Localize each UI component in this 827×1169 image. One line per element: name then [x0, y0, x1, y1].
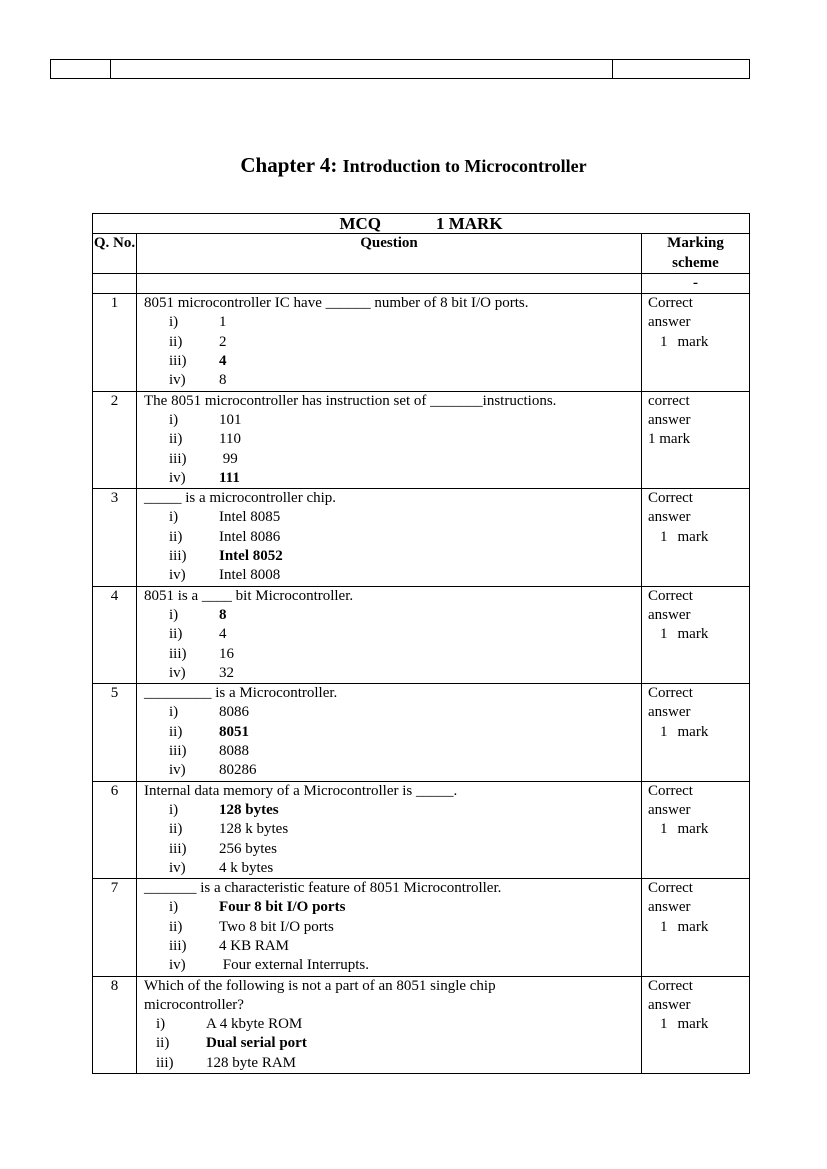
question-number: 3 [93, 489, 137, 586]
option-item [144, 625, 641, 644]
marking-cell [642, 489, 750, 586]
marking-unit: mark [677, 626, 709, 643]
correct-option-text: 8051 [219, 723, 249, 740]
marking-count: 1 [660, 1016, 668, 1033]
marking-line: answer [648, 704, 691, 721]
marking-line: answer [648, 411, 691, 428]
option-number: i) [169, 606, 179, 623]
option-number: ii) [169, 723, 183, 740]
marking-cell [642, 684, 750, 781]
option-item [144, 761, 641, 780]
option-text: 2 [219, 333, 227, 350]
option-number: iii) [169, 937, 187, 954]
option-item [144, 664, 641, 683]
option-number: ii) [169, 918, 183, 935]
option-item [144, 1054, 641, 1073]
marking-points [648, 528, 749, 547]
marking-line: Correct [648, 880, 693, 897]
question-row [93, 294, 750, 391]
question-number: 5 [93, 684, 137, 781]
question-number: 7 [93, 879, 137, 976]
option-number: i) [169, 411, 179, 428]
marking-points [648, 918, 749, 937]
option-number: iv) [169, 957, 186, 974]
option-number: i) [169, 801, 179, 818]
option-number: iii) [169, 840, 187, 857]
marking-cell [642, 781, 750, 878]
header-cell-1 [51, 60, 111, 78]
marking-line: Correct [648, 587, 693, 604]
option-text: A 4 kbyte ROM [206, 1016, 303, 1033]
correct-option-text: 128 bytes [219, 801, 279, 818]
marking-line: answer [648, 314, 691, 331]
option-number: ii) [156, 1035, 170, 1052]
option-item [144, 937, 641, 956]
chapter-prefix: Chapter 4: [240, 153, 338, 177]
option-number: i) [169, 704, 179, 721]
option-item [144, 840, 641, 859]
question-cell [137, 879, 642, 976]
marking-count: 1 [660, 918, 668, 935]
section-heading [93, 214, 750, 234]
option-number: iii) [169, 645, 187, 662]
question-text: Internal data memory of a Microcontroller is _____. [144, 782, 458, 799]
marking-unit: mark [677, 1016, 709, 1033]
option-item [144, 723, 641, 742]
marking-header: Marking scheme [642, 234, 750, 274]
marking-count: 1 [660, 528, 668, 545]
question-row [93, 781, 750, 878]
header-box [50, 59, 750, 79]
option-number: iv) [169, 859, 186, 876]
marking-line: Correct [648, 977, 693, 994]
marking-points [648, 333, 749, 352]
marking-line: correct [648, 392, 690, 409]
marking-points [648, 1015, 749, 1034]
question-cell [137, 489, 642, 586]
option-number: iii) [169, 548, 187, 565]
marking-line: answer [648, 801, 691, 818]
mcq-table [92, 213, 750, 1074]
marking-count: 1 [660, 821, 668, 838]
option-text: 32 [219, 664, 234, 681]
question-number: 8 [93, 976, 137, 1073]
option-item [144, 411, 641, 430]
marking-line: answer [648, 606, 691, 623]
option-item [144, 547, 641, 566]
question-row [93, 879, 750, 976]
section-type: MCQ [339, 214, 381, 233]
question-number: 1 [93, 294, 137, 391]
marking-unit: mark [677, 821, 709, 838]
option-item [144, 430, 641, 449]
option-number: iii) [169, 450, 187, 467]
option-item [144, 801, 641, 820]
section-row [93, 214, 750, 234]
option-text: Two 8 bit I/O ports [219, 918, 334, 935]
marking-unit: mark [677, 333, 709, 350]
option-text: Intel 8085 [219, 509, 281, 526]
option-text: Intel 8086 [219, 528, 281, 545]
question-cell [137, 391, 642, 488]
option-item [144, 742, 641, 761]
question-row [93, 684, 750, 781]
option-number: iv) [169, 664, 186, 681]
header-cell-3 [613, 60, 749, 78]
question-cell [137, 781, 642, 878]
question-row [93, 489, 750, 586]
option-text: 4 KB RAM [219, 937, 290, 954]
correct-option-text: Four 8 bit I/O ports [219, 899, 346, 916]
correct-option-text: 8 [219, 606, 227, 623]
option-item [144, 469, 641, 488]
blank-cell-question [137, 273, 642, 293]
chapter-name: Introduction to Microcontroller [342, 156, 587, 176]
marking-cell [642, 976, 750, 1073]
marking-cell [642, 391, 750, 488]
option-number: iv) [169, 762, 186, 779]
question-text: Which of the following is not a part of an 8051 single chip microcontroller? [144, 977, 496, 1013]
question-number: 6 [93, 781, 137, 878]
marking-cell [642, 586, 750, 683]
option-number: i) [156, 1016, 166, 1033]
chapter-title [0, 152, 827, 179]
section-marks: 1 MARK [435, 214, 503, 233]
option-number: i) [169, 509, 179, 526]
option-text: 4 [219, 626, 227, 643]
marking-cell [642, 879, 750, 976]
question-row [93, 976, 750, 1073]
question-text: _______ is a characteristic feature of 8051 Microcontroller. [144, 880, 502, 897]
option-text: 128 byte RAM [206, 1054, 296, 1071]
option-item [144, 566, 641, 585]
option-text: 8086 [219, 704, 249, 721]
blank-row [93, 273, 750, 293]
option-item [144, 371, 641, 390]
option-number: i) [169, 899, 179, 916]
question-number: 2 [93, 391, 137, 488]
option-item [144, 645, 641, 664]
question-cell [137, 294, 642, 391]
option-text: Intel 8008 [219, 567, 281, 584]
qno-header: Q. No. [93, 234, 137, 274]
marking-count: 1 [660, 626, 668, 643]
correct-option-text: Dual serial port [206, 1035, 307, 1052]
option-number: iii) [156, 1054, 174, 1071]
question-text: 8051 is a ____ bit Microcontroller. [144, 587, 354, 604]
marking-unit: mark [677, 918, 709, 935]
marking-points [648, 723, 749, 742]
marking-line: answer [648, 899, 691, 916]
option-item [144, 1034, 641, 1053]
correct-option-text: 111 [219, 469, 240, 486]
option-item [144, 898, 641, 917]
option-text: 99 [219, 450, 238, 467]
option-item [144, 313, 641, 332]
marking-count: 1 [660, 723, 668, 740]
marking-line: Correct [648, 782, 693, 799]
option-number: iv) [169, 469, 186, 486]
blank-cell-qno [93, 273, 137, 293]
option-number: ii) [169, 431, 183, 448]
option-text: Four external Interrupts. [219, 957, 369, 974]
option-number: iii) [169, 353, 187, 370]
option-number: ii) [169, 333, 183, 350]
marking-line: Correct [648, 295, 693, 312]
correct-option-text: Intel 8052 [219, 548, 283, 565]
question-cell [137, 586, 642, 683]
marking-line: Correct [648, 685, 693, 702]
question-header: Question [137, 234, 642, 274]
header-cell-2 [111, 60, 613, 78]
option-text: 8 [219, 372, 227, 389]
option-number: iv) [169, 372, 186, 389]
option-item [144, 1015, 641, 1034]
option-number: ii) [169, 528, 183, 545]
option-item [144, 956, 641, 975]
option-text: 110 [219, 431, 241, 448]
option-item [144, 508, 641, 527]
option-item [144, 528, 641, 547]
option-text: 4 k bytes [219, 859, 274, 876]
option-text: 128 k bytes [219, 821, 289, 838]
option-text: 101 [219, 411, 242, 428]
question-row [93, 586, 750, 683]
option-text: 16 [219, 645, 234, 662]
marking-points [648, 820, 749, 839]
marking-cell [642, 294, 750, 391]
question-number: 4 [93, 586, 137, 683]
option-item [144, 606, 641, 625]
option-text: 80286 [219, 762, 257, 779]
marking-line: 1 mark [648, 431, 691, 448]
option-item [144, 333, 641, 352]
question-cell [137, 684, 642, 781]
option-text: 1 [219, 314, 227, 331]
marking-line: answer [648, 509, 691, 526]
marking-line: Correct [648, 490, 693, 507]
question-row [93, 391, 750, 488]
marking-count: 1 [660, 333, 668, 350]
option-number: ii) [169, 821, 183, 838]
option-item [144, 703, 641, 722]
question-text: 8051 microcontroller IC have ______ number of 8 bit I/O ports. [144, 295, 529, 312]
option-number: iii) [169, 743, 187, 760]
option-text: 256 bytes [219, 840, 277, 857]
option-item [144, 352, 641, 371]
header-row [93, 234, 750, 274]
question-cell [137, 976, 642, 1073]
option-number: iv) [169, 567, 186, 584]
marking-line: answer [648, 996, 691, 1013]
option-item [144, 918, 641, 937]
dash-cell: - [642, 273, 750, 293]
option-item [144, 859, 641, 878]
option-item [144, 820, 641, 839]
marking-points [648, 625, 749, 644]
question-text: The 8051 microcontroller has instruction set of _______instructions. [144, 392, 557, 409]
marking-unit: mark [677, 528, 709, 545]
option-item [144, 450, 641, 469]
question-text: _____ is a microcontroller chip. [144, 490, 337, 507]
question-text: _________ is a Microcontroller. [144, 685, 338, 702]
option-number: i) [169, 314, 179, 331]
option-number: ii) [169, 626, 183, 643]
option-text: 8088 [219, 743, 249, 760]
correct-option-text: 4 [219, 353, 227, 370]
marking-unit: mark [677, 723, 709, 740]
